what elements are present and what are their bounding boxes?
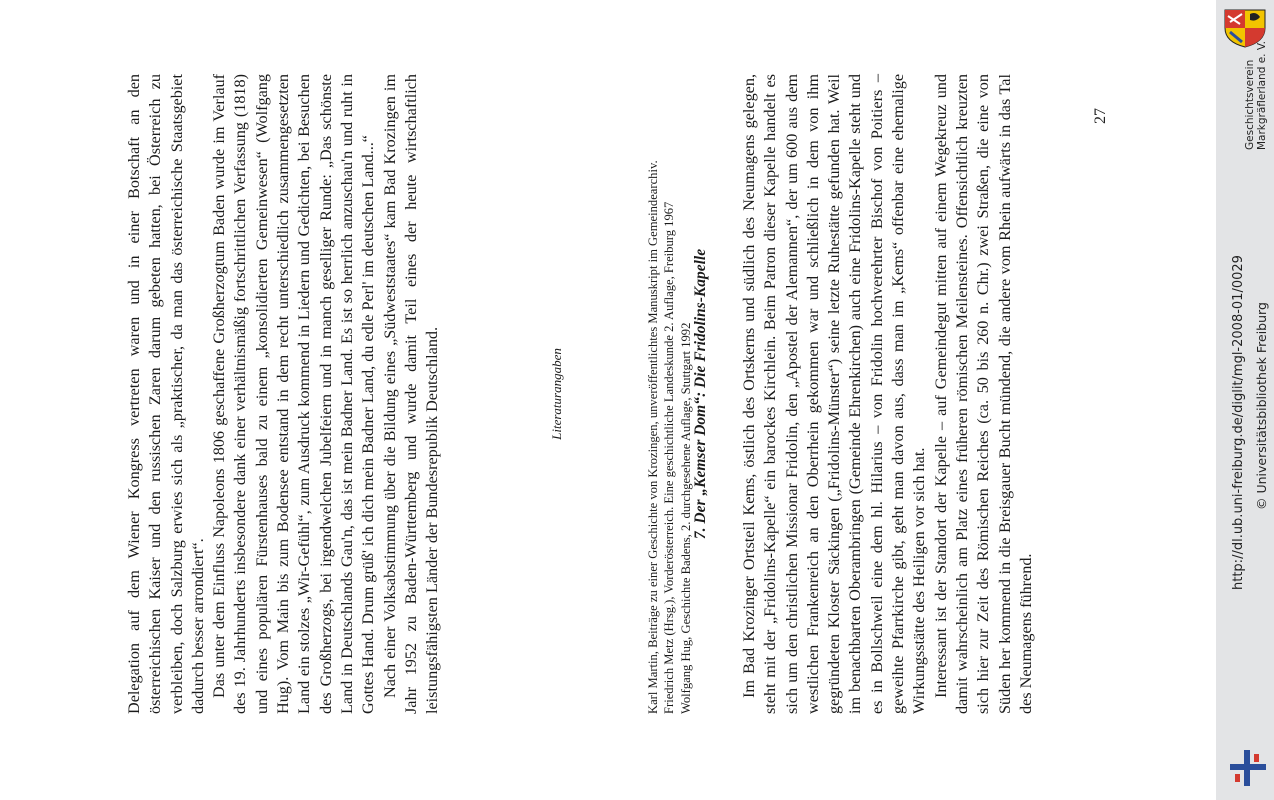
- literature-item: Friedrich Metz (Hrsg.), Vorderösterreich. Eine geschichtliche Landeskunde 2. Auflage, Freiburg 1967: [662, 201, 677, 714]
- paragraph: Interessant ist der Standort der Kapelle – auf Gemeindegut mitten auf einem Wegekreuz und damit wahrscheinlich am Platz eines früheren römischen Meilensteines. Offensichtlich kreuzten sich hier zur Zeit des Römischen Reiches (ca. 50 bis 260 n. Chr.) zwei Straßen, die eine von Süden her kommend in die Breisgauer Bucht mündend, die andere vom Rhein aufwärts in das Tal des Neumagens führend.: [931, 74, 1035, 714]
- paragraph: Nach einer Volksabstimmung über die Bildung eines „Südweststaates“ kam Bad Krozingen im Jahr 1952 zu Baden-Württemberg und wurde damit Teil eines der heute wirtschaftlich leistungsfähigsten Länder der Bundesrepublik Deutschland.: [380, 74, 442, 714]
- paragraph: Im Bad Krozinger Ortsteil Kems, östlich des Ortskerns und südlich des Neumagens gelegen, steht mit der „Fridolins-Kapelle“ ein barockes Kirchlein. Beim Patron dieser Kapelle handelt es sich um den christlichen Missionar Fridolin, den „Apostel der Alemannen“, der um 600 aus dem westlichen Frankenreich an den Oberrhein gekommen war und schließlich in dem von ihm gegründeten Kloster Säckingen („Fridolins-Münster“) seine letzte Ruhestätte gefunden hat. Weil im benachbarten Oberambringen (Gemeinde Ehrenkirchen) auch eine Fridolins-Kapelle steht und es in Bollschweil eine dem hl. Hilarius – von Fridolin hochverehrter Bischof von Poitiers – geweihte Pfarrkirche gibt, geht man davon aus, dass man im „Kems“ offenbar eine ehemalige Wirkungsstätte des Heiligen vor sich hat.: [740, 74, 929, 714]
- publisher-line-2: Markgräflerland e. V.: [1256, 40, 1268, 150]
- literature-heading: Literaturangaben: [549, 348, 564, 440]
- paragraph: Delegation auf dem Wiener Kongress vertreten waren und in einer Botschaft an den österreichischen Kaiser und den russischen Zaren darum gebeten hatten, bei Österreich zu verbleiben, doch Salzburg erwies sich als „praktischer, da man das österreichische Staatsgebiet dadurch besser arrondiert“.: [125, 74, 207, 714]
- page-number: 27: [1092, 108, 1109, 124]
- literature-item: Wolfgang Hug, Geschichte Badens, 2. durchgesehene Auflage, Stuttgart 1992: [678, 322, 693, 714]
- paragraph: Das unter dem Einfluss Napoleons 1806 geschaffene Großherzogtum Baden wurde im Verlauf des 19. Jahrhunderts insbesondere dank einer verhältnismäßig fortschrittlichen Verfassung (1818) und eines populären Fürstenhauses bald zu einem „konsolidierten Gemeinwesen“ (Wolfgang Hug). Vom Main bis zum Bodensee entstand in dem recht unterschiedlich zusammengesetzten Land ein stolzes „Wir-Gefühl“, zum Ausdruck kommend in Liedern und Gedichten, bei Besuchen des Großherzogs, bei irgendwelchen Jubelfeiern und in manch geselliger Runde: „Das schönste Land in Deutschlands Gau'n, das ist mein Badner Land. Es ist so herrlich anzuschau'n und ruht in Gottes Hand. Drum grüß' ich dich mein Badner Land, du edle Perl' im deutschen Land...“: [210, 74, 378, 714]
- text-column-lower: [739, 74, 1216, 714]
- copyright-text: © Universitätsbibliothek Freiburg: [1254, 302, 1269, 510]
- literature-item: Karl Martin, Beiträge zu einer Geschichte von Krozingen, unveröffentlichtes Manuskript im Gemeindearchiv.: [646, 160, 660, 714]
- source-url-link[interactable]: http://dl.ub.uni-freiburg.de/diglit/mgl-2008-01/0029: [1231, 255, 1246, 590]
- section-heading: 7. Der „Kemser Dom“: Die Fridolins-Kapelle: [692, 248, 709, 540]
- rotated-page-content: [124, 74, 1124, 714]
- ub-freiburg-logo-icon: [1230, 748, 1266, 788]
- publisher-line-1: Geschichtsverein: [1244, 59, 1256, 150]
